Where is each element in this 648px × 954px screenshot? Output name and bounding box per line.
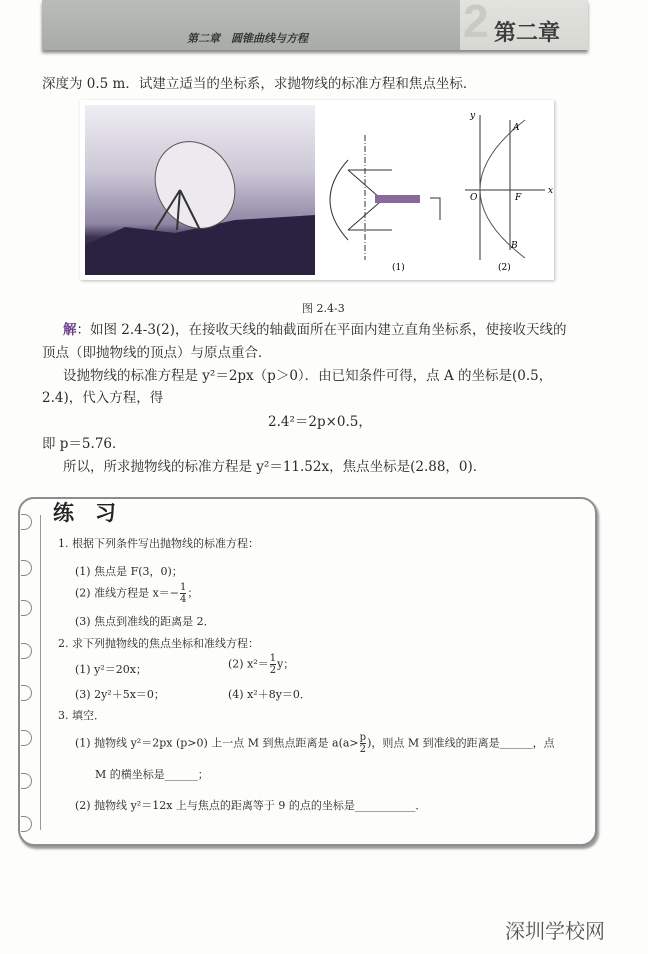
radio-telescope-icon: [85, 105, 315, 275]
solution-line-2: 顶点（即抛物线的顶点）与原点重合．: [42, 345, 272, 361]
question-1: 1. 根据下列条件写出抛物线的标准方程：: [58, 537, 259, 550]
label-o: O: [470, 193, 478, 203]
watermark: 深圳学校网: [505, 919, 605, 943]
label-y: y: [470, 111, 476, 121]
solution-text: ：如图 2.4-3(2)，在接收天线的轴截面所在平面内建立直角坐标系，使接收天线的: [76, 322, 567, 338]
question-1-3: (3) 焦点到准线的距离是 2．: [75, 615, 215, 628]
question-1-2: (2) 准线方程是 x＝− $\frac{1}{4}$ ；: [75, 582, 199, 605]
antenna-photo: [85, 105, 315, 275]
question-2-3: (3) 2y²＋5x＝0；: [75, 688, 165, 701]
question-3-1-cont: M 的横坐标是______；: [95, 768, 209, 781]
subfigure-2-label: (2): [498, 263, 511, 273]
label-a: A: [513, 123, 520, 133]
question-2-4: (4) x²＋8y＝0．: [228, 688, 311, 701]
solution-line-1: [63, 318, 567, 338]
question-3-2: (2) 抛物线 y²＝12x 上与焦点的距离等于 9 的点的坐标是___________．: [75, 799, 427, 812]
label-b: B: [511, 241, 518, 251]
solution-line-3: 设抛物线的标准方程是 y²＝2px（p＞0）．由已知条件可得，点 A 的坐标是(0.5，: [63, 368, 553, 384]
question-1-1: (1) 焦点是 F(3，0)；: [75, 565, 183, 578]
chapter-label: 第二章: [494, 20, 561, 45]
label-x: x: [548, 186, 554, 196]
question-3: 3. 填空．: [58, 709, 105, 722]
solution-equation: 2.4²＝2p×0.5，: [268, 414, 372, 430]
figure-caption: 图 2.4-3: [302, 302, 345, 315]
question-2-2: (2) x²＝ $\frac{1}{2}$ y；: [228, 653, 295, 676]
exercise-title: 练 习: [53, 501, 116, 525]
chapter-number: 2: [463, 0, 489, 47]
intro-text: 深度为 0.5 m．试建立适当的坐标系，求抛物线的标准方程和焦点坐标．: [42, 76, 477, 92]
question-3-1: (1) 抛物线 y²＝2px (p>0) 上一点 M 到焦点距离是 a(a> $\frac{p}{2}$ )，则点 M 到准线的距离是______，点: [75, 732, 555, 755]
solution-line-7: 所以，所求抛物线的标准方程是 y²＝11.52x，焦点坐标是(2.88，0)．: [63, 459, 487, 475]
subfigure-1-label: (1): [392, 263, 405, 273]
label-f: F: [515, 193, 522, 203]
question-2-1: (1) y²＝20x；: [75, 663, 147, 676]
solution-line-6: 即 p＝5.76．: [42, 436, 126, 452]
solution-line-4: 2.4)，代入方程，得: [42, 390, 164, 406]
margin-line: [40, 515, 41, 830]
solution-label: 解: [63, 322, 77, 338]
section-title: 第二章 圆锥曲线与方程: [187, 33, 308, 45]
question-2: 2. 求下列抛物线的焦点坐标和准线方程：: [58, 637, 259, 650]
parabola-diagrams: [320, 100, 560, 280]
